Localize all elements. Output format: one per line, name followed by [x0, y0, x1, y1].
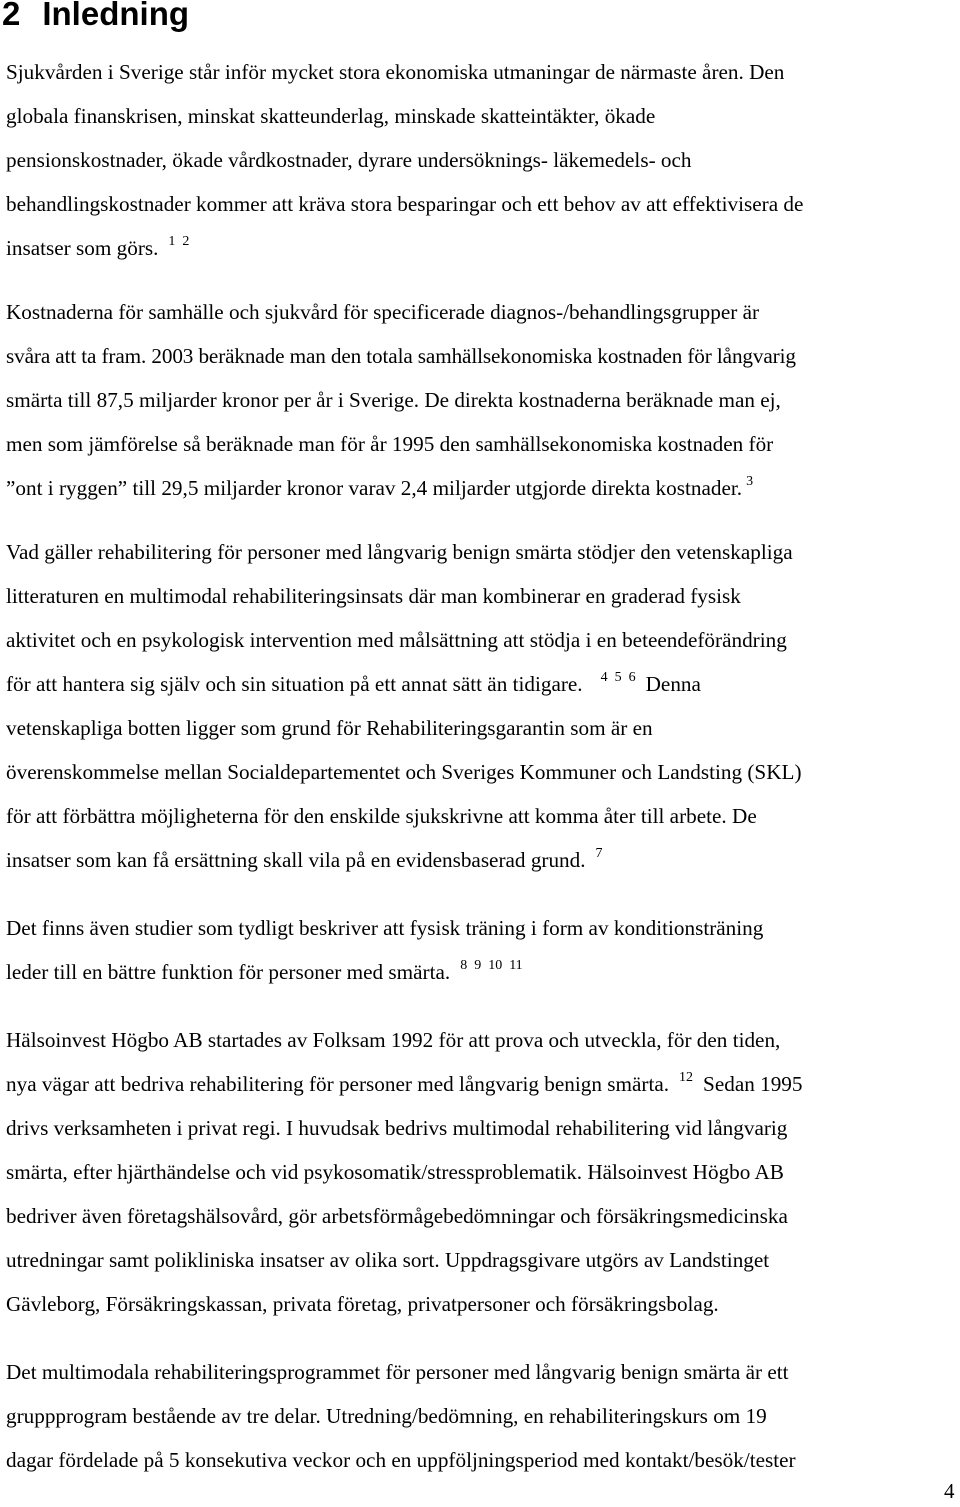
footnote-ref: 1 [168, 234, 176, 249]
text-line: litteraturen en multimodal rehabiliteringsinsats där man kombinerar en graderad fysisk [6, 584, 741, 608]
footnote-ref: 8 [460, 958, 468, 973]
text-line: Det multimodala rehabiliteringsprogrammet för personer med långvarig benign smärta är ett [6, 1360, 789, 1384]
text-line: för att hantera sig själv och sin situation på ett annat sätt än tidigare. $^4$ $^5$ $^6$ Denna [6, 670, 701, 696]
text-line: vetenskapliga botten ligger som grund för Rehabiliteringsgarantin som är en [6, 716, 653, 740]
text-line: behandlingskostnader kommer att kräva stora besparingar och ett behov av att effektivisera de [6, 192, 804, 216]
text-line: svåra att ta fram. 2003 beräknade man den totala samhällsekonomiska kostnaden för långvarig [6, 344, 796, 368]
text-line: utredningar samt polikliniska insatser av olika sort. Uppdragsgivare utgörs av Landstinget [6, 1248, 770, 1272]
text-line: pensionskostnader, ökade vårdkostnader, dyrare undersöknings- läkemedels- och [6, 148, 692, 172]
footnote-ref: 9 [474, 958, 482, 973]
text-line: Sjukvården i Sverige står inför mycket stora ekonomiska utmaningar de närmaste åren. Den [6, 60, 785, 84]
footnote-ref: 5 [614, 670, 622, 685]
section-heading [2, 0, 189, 34]
footnote-ref: 2 [182, 234, 190, 249]
footnote-ref: 6 [628, 670, 636, 685]
text-line: men som jämförelse så beräknade man för år 1995 den samhällsekonomiska kostnaden för [6, 432, 774, 456]
text-line: Vad gäller rehabilitering för personer med långvarig benign smärta stödjer den vetenskapliga [6, 540, 793, 564]
text-line: Gävleborg, Försäkringskassan, privata företag, privatpersoner och försäkringsbolag. [6, 1292, 719, 1316]
text-line: Kostnaderna för samhälle och sjukvård för specificerade diagnos-/behandlingsgrupper är [6, 300, 760, 324]
text-line: insatser som görs. $^1$ $^2$ [6, 234, 190, 260]
page-number: 4 [944, 1479, 955, 1503]
text-line: gruppprogram bestående av tre delar. Utredning/bedömning, en rehabiliteringskurs om 19 [6, 1404, 767, 1428]
section-number: 2 [2, 0, 21, 32]
text-line: aktivitet och en psykologisk intervention med målsättning att stödja i en beteendeförändring [6, 628, 787, 652]
section-title: Inledning [42, 0, 190, 32]
footnote-ref: 12 [679, 1070, 694, 1085]
text-line: Hälsoinvest Högbo AB startades av Folksam 1992 för att prova och utveckla, för den tiden, [6, 1028, 781, 1052]
text-line: ”ont i ryggen” till 29,5 miljarder kronor varav 2,4 miljarder utgjorde direkta kostnader. $^3$ [6, 474, 754, 500]
text-line: globala finanskrisen, minskat skatteunderlag, minskade skatteintäkter, ökade [6, 104, 656, 128]
text-line: Det finns även studier som tydligt beskriver att fysisk träning i form av konditionsträning [6, 916, 764, 940]
text-line: bedriver även företagshälsovård, gör arbetsförmågebedömningar och försäkringsmedicinska [6, 1204, 788, 1228]
text-line: överenskommelse mellan Socialdepartementet och Sveriges Kommuner och Landsting (SKL) [6, 760, 802, 784]
footnote-ref: 3 [746, 474, 754, 489]
footnote-ref: 10 [488, 958, 503, 973]
text-line: smärta till 87,5 miljarder kronor per år i Sverige. De direkta kostnaderna beräknade man ej, [6, 388, 781, 412]
text-line: smärta, efter hjärthändelse och vid psykosomatik/stressproblematik. Hälsoinvest Högbo AB [6, 1160, 784, 1184]
text-line: dagar fördelade på 5 konsekutiva veckor och en uppföljningsperiod med kontakt/besök/tester [6, 1448, 796, 1472]
text-line: drivs verksamheten i privat regi. I huvudsak bedrivs multimodal rehabilitering vid långvarig [6, 1116, 788, 1140]
footnote-ref: 11 [509, 958, 523, 973]
text-line: nya vägar att bedriva rehabilitering för personer med långvarig benign smärta. $^{12}$ Sedan 1995 [6, 1070, 803, 1096]
text-line: leder till en bättre funktion för personer med smärta. $^8$ $^9$ $^{10}$ $^{11}$ [6, 958, 523, 984]
footnote-ref: 4 [600, 670, 608, 685]
text-line: insatser som kan få ersättning skall vila på en evidensbaserad grund. $^7$ [6, 846, 603, 872]
footnote-ref: 7 [595, 846, 603, 861]
text-line: för att förbättra möjligheterna för den enskilde sjukskrivne att komma åter till arbete. De [6, 804, 757, 828]
